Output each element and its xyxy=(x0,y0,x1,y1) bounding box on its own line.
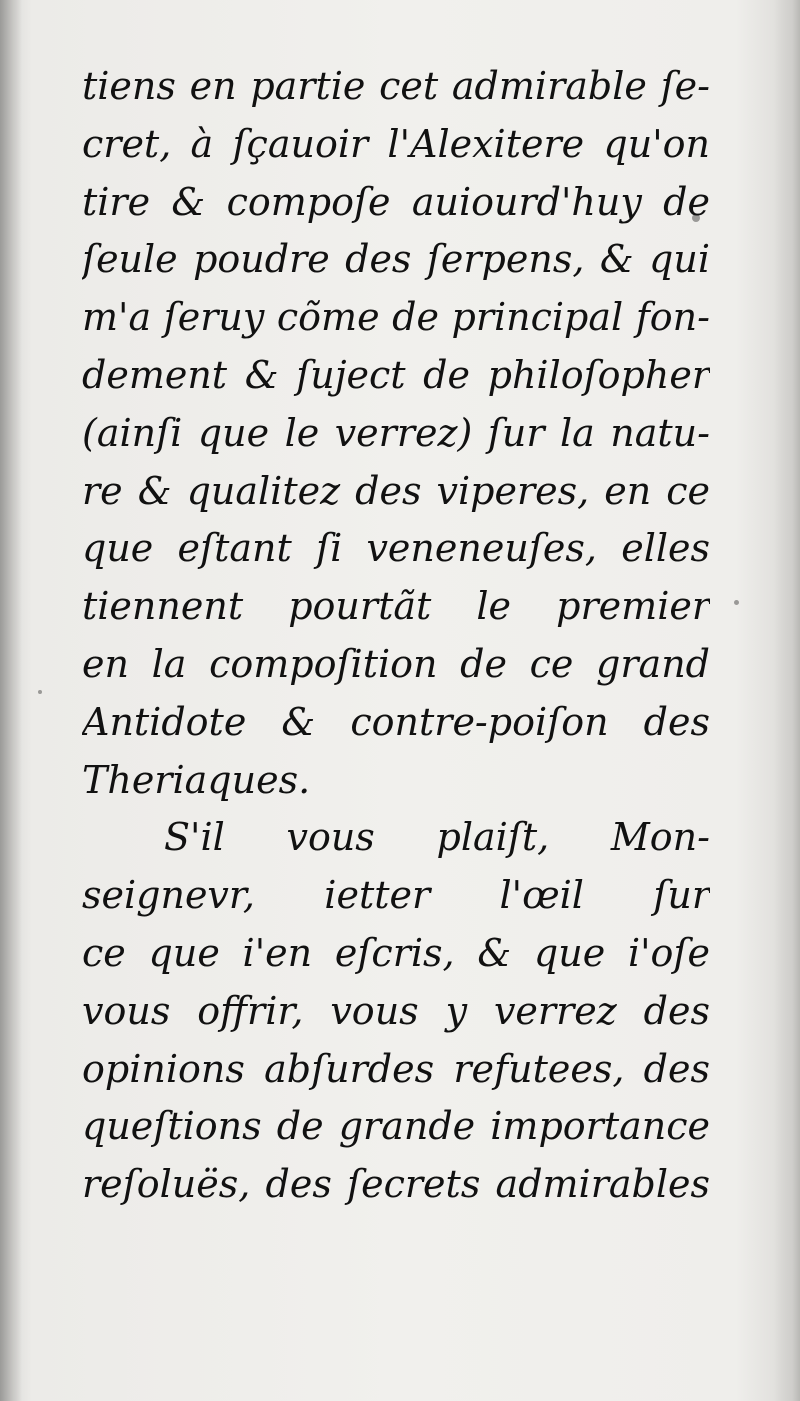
text-line: ce que i'en eſcris, & que i'oſe xyxy=(82,930,710,975)
text-line: reſoluës, des ſecrets admirables xyxy=(82,1162,710,1207)
text-line: m'a ſeruy cõme de principal fon- xyxy=(82,295,710,340)
text-line: Antidote & contre-poiſon des xyxy=(82,699,710,744)
text-line: Theriaques. xyxy=(82,757,311,802)
text-line: cret, à ſçauoir l'Alexitere qu'on xyxy=(82,121,710,166)
page-gutter-shadow xyxy=(0,0,22,1401)
text-line: que eſtant ſi veneneuſes, elles xyxy=(82,526,710,571)
text-line: en la compoſition de ce grand xyxy=(82,641,710,686)
text-line: opinions abſurdes refutees, des xyxy=(82,1046,710,1091)
text-line: re & qualitez des viperes, en ce xyxy=(82,468,710,513)
text-line: ſeule poudre des ſerpens, & qui xyxy=(82,237,710,282)
text-line: tire & compoſe auiourd'huy de xyxy=(82,179,710,224)
page-edge xyxy=(774,0,800,1401)
body-text xyxy=(82,58,710,1214)
text-line: tiens en partie cet admirable ſe- xyxy=(82,64,710,108)
text-line: (ainſi que le verrez) ſur la natu- xyxy=(82,410,710,455)
paper-speck xyxy=(734,600,739,605)
text-line: dement & ſuject de philoſopher xyxy=(82,352,710,397)
text-line: queſtions de grande importance xyxy=(82,1104,710,1149)
paper-speck xyxy=(38,690,42,694)
text-line: tiennent pourtãt le premier xyxy=(82,584,710,629)
text-line: vous offrir, vous y verrez des xyxy=(82,988,710,1033)
text-line: S'il vous plaiſt, Mon- xyxy=(164,815,710,860)
text-line-smallcaps: seignevr, ietter l'œil ſur xyxy=(82,873,710,918)
